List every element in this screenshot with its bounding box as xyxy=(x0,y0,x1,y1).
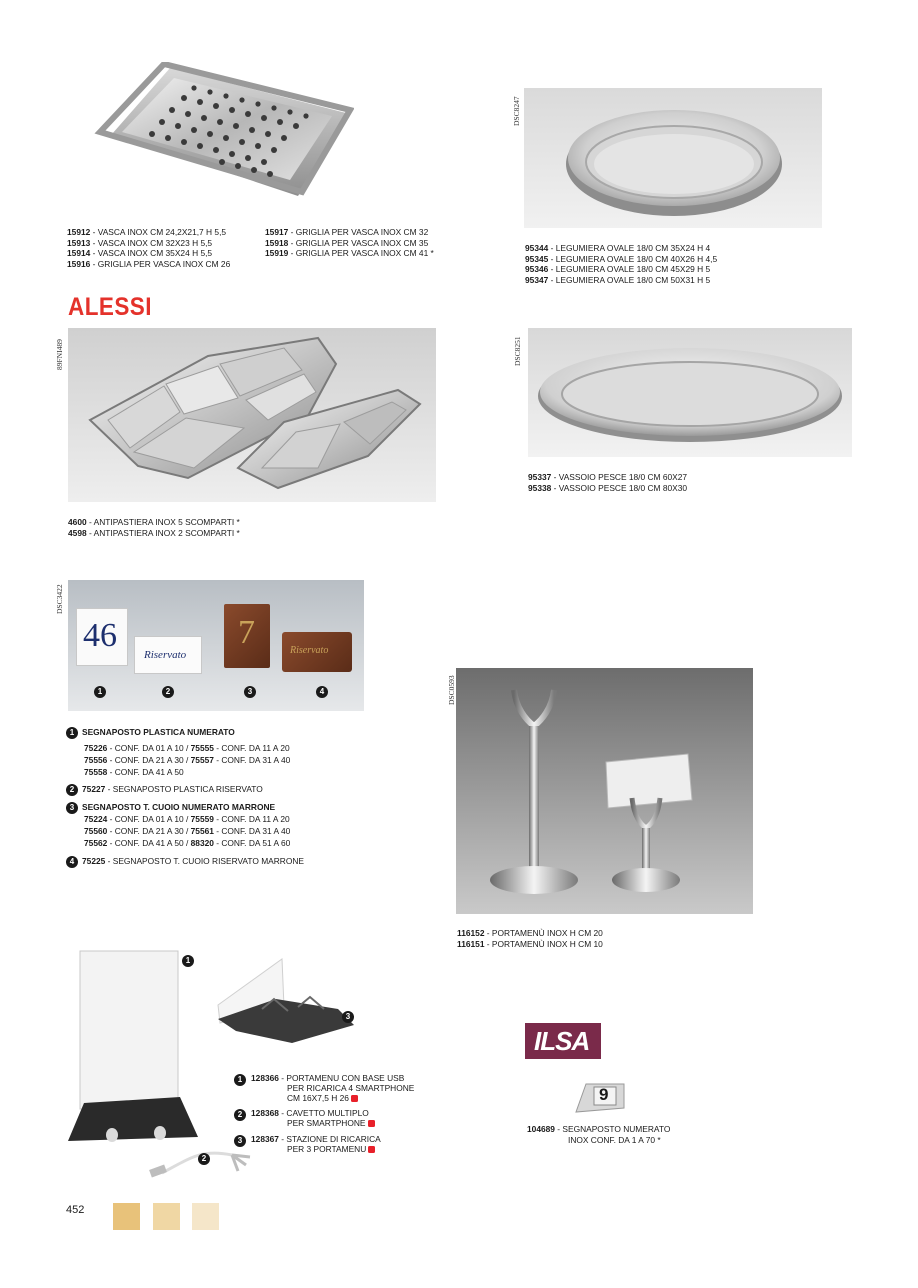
portamenu-photo-code: DSC0593 xyxy=(447,675,456,705)
group-number-1: 1 xyxy=(66,727,78,739)
legumiera-photo-code: DSC8247 xyxy=(512,96,521,126)
caption-line: 95337 - VASSOIO PESCE 18/0 CM 60X27 xyxy=(528,472,688,482)
vasca-caption-col2 xyxy=(265,227,434,259)
vasca-caption-col1 xyxy=(67,227,230,269)
usb-item-2 xyxy=(234,1109,414,1129)
card-number-46: 46 xyxy=(83,617,117,654)
caption-line: 116151 - PORTAMENÙ INOX H CM 10 xyxy=(457,938,603,949)
ilsa-caption xyxy=(527,1124,670,1145)
ilsa-logo-text: ILSA xyxy=(534,1026,590,1056)
group-3-lines xyxy=(66,814,304,849)
caption-line: 4598 - ANTIPASTIERA INOX 2 SCOMPARTI * xyxy=(68,527,240,538)
new-marker-icon xyxy=(368,1120,375,1127)
caption-line: 75226 - CONF. DA 01 A 10 / 75555 - CONF. DA 11 A 20 xyxy=(84,743,290,753)
antipastiera-photo xyxy=(68,328,436,502)
portamenu-photo xyxy=(456,668,753,914)
vasca-photo xyxy=(92,62,354,202)
alessi-photo-code: 89FNI489 xyxy=(55,339,64,370)
color-swatch-3 xyxy=(192,1203,219,1230)
page-number: 452 xyxy=(66,1204,85,1216)
usb-item-3 xyxy=(234,1135,414,1155)
caption-line: 15912 - VASCA INOX CM 24,2X21,7 H 5,5 xyxy=(67,227,227,237)
photo-number-3: 3 xyxy=(244,686,256,698)
group-number-3: 3 xyxy=(66,802,78,814)
usb-photo-number-2: 2 xyxy=(198,1153,210,1165)
card-leather-riservato xyxy=(282,632,352,672)
caption-line: INOX CONF. DA 1 A 70 * xyxy=(568,1134,661,1145)
photo-number-4: 4 xyxy=(316,686,328,698)
caption-line: 15918 - GRIGLIA PER VASCA INOX CM 35 xyxy=(265,237,429,248)
usb-item-number-1: 1 xyxy=(234,1074,246,1086)
caption-line: 15919 - GRIGLIA PER VASCA INOX CM 41 * xyxy=(265,248,434,259)
caption-line: 95338 - VASSOIO PESCE 18/0 CM 80X30 xyxy=(528,482,688,493)
vassoio-photo-code: DSC8251 xyxy=(513,336,522,366)
group-number-2: 2 xyxy=(66,784,78,796)
vassoio-caption xyxy=(528,472,687,493)
usb-photo-number-3: 3 xyxy=(342,1011,354,1023)
card-plastic-numbered xyxy=(76,608,128,666)
caption-line: 15913 - VASCA INOX CM 32X23 H 5,5 xyxy=(67,237,213,248)
portamenu-caption xyxy=(457,928,603,949)
caption-line: 4600 - ANTIPASTIERA INOX 5 SCOMPARTI * xyxy=(68,517,240,527)
group-3-title: 3 SEGNAPOSTO T. CUOIO NUMERATO MARRONE xyxy=(66,802,304,814)
caption-line: 15917 - GRIGLIA PER VASCA INOX CM 32 xyxy=(265,227,429,237)
caption-line: 95346 - LEGUMIERA OVALE 18/0 CM 45X29 H 5 xyxy=(525,264,711,275)
caption-line: 128366 - PORTAMENU CON BASE USB xyxy=(251,1073,405,1083)
caption-line: 75556 - CONF. DA 21 A 30 / 75557 - CONF. DA 31 A 40 xyxy=(84,754,291,765)
caption-line: 95344 - LEGUMIERA OVALE 18/0 CM 35X24 H 4 xyxy=(525,243,711,253)
new-marker-icon xyxy=(368,1146,375,1153)
caption-line: 95345 - LEGUMIERA OVALE 18/0 CM 40X26 H 4,5 xyxy=(525,253,718,264)
caption-line: 15914 - VASCA INOX CM 35X24 H 5,5 xyxy=(67,248,213,259)
usb-item-number-2: 2 xyxy=(234,1109,246,1121)
group-1-title: 1 SEGNAPOSTO PLASTICA NUMERATO xyxy=(66,727,304,739)
card-riservato-text: Riservato xyxy=(290,645,329,656)
legumiera-caption xyxy=(525,243,717,285)
group-2-line: 2 75227 - SEGNAPOSTO PLASTICA RISERVATO xyxy=(66,784,304,796)
ilsa-card-photo xyxy=(568,1078,628,1114)
photo-number-1: 1 xyxy=(94,686,106,698)
segnaposto-captions xyxy=(66,727,304,868)
caption-line: 116152 - PORTAMENÙ INOX H CM 20 xyxy=(457,928,603,938)
caption-line: PER SMARTPHONE xyxy=(251,1119,375,1129)
caption-line: CM 16X7,5 H 26 xyxy=(251,1094,414,1104)
group-1-lines xyxy=(66,743,304,778)
legumiera-photo xyxy=(524,88,822,228)
usb-photo-number-1: 1 xyxy=(182,955,194,967)
ilsa-logo xyxy=(525,1023,601,1059)
card-plastic-riservato xyxy=(134,636,202,674)
card-riservato-text: Riservato xyxy=(144,649,187,661)
new-marker-icon xyxy=(351,1095,358,1102)
card-leather-numbered xyxy=(224,604,270,668)
vassoio-photo xyxy=(528,328,852,457)
caption-line: 75562 - CONF. DA 41 A 50 / 88320 - CONF. DA 51 A 60 xyxy=(84,837,291,848)
color-swatch-1 xyxy=(113,1203,140,1230)
caption-line: 75224 - CONF. DA 01 A 10 / 75559 - CONF. DA 11 A 20 xyxy=(84,814,290,825)
caption-line: 95347 - LEGUMIERA OVALE 18/0 CM 50X31 H 5 xyxy=(525,274,711,285)
caption-line: 128367 - STAZIONE DI RICARICA xyxy=(251,1133,381,1144)
group-4-line: 4 75225 - SEGNAPOSTO T. CUOIO RISERVATO MARRONE xyxy=(66,856,304,868)
ilsa-card-number: 9 xyxy=(599,1085,609,1104)
alessi-logo: ALESSI xyxy=(68,293,152,321)
caption-line: 75560 - CONF. DA 21 A 30 / 75561 - CONF. DA 31 A 40 xyxy=(84,826,291,837)
caption-line: PER 3 PORTAMENU xyxy=(251,1145,381,1155)
caption-line: 75558 - CONF. DA 41 A 50 xyxy=(84,766,184,777)
usb-captions xyxy=(234,1074,414,1155)
group-number-4: 4 xyxy=(66,856,78,868)
photo-number-2: 2 xyxy=(162,686,174,698)
usb-item-1 xyxy=(234,1074,414,1103)
color-swatch-2 xyxy=(153,1203,180,1230)
segnaposto-photo xyxy=(68,580,364,711)
usb-item-number-3: 3 xyxy=(234,1135,246,1147)
caption-line: 104689 - SEGNAPOSTO NUMERATO xyxy=(527,1124,671,1134)
caption-line: PER RICARICA 4 SMARTPHONE xyxy=(287,1082,415,1093)
antipastiera-caption xyxy=(68,517,240,538)
card-number-7: 7 xyxy=(238,614,255,651)
caption-line: 128368 - CAVETTO MULTIPLO xyxy=(251,1108,369,1119)
segnaposto-photo-code: DSC3422 xyxy=(55,584,64,614)
caption-line: 15916 - GRIGLIA PER VASCA INOX CM 26 xyxy=(67,258,231,269)
